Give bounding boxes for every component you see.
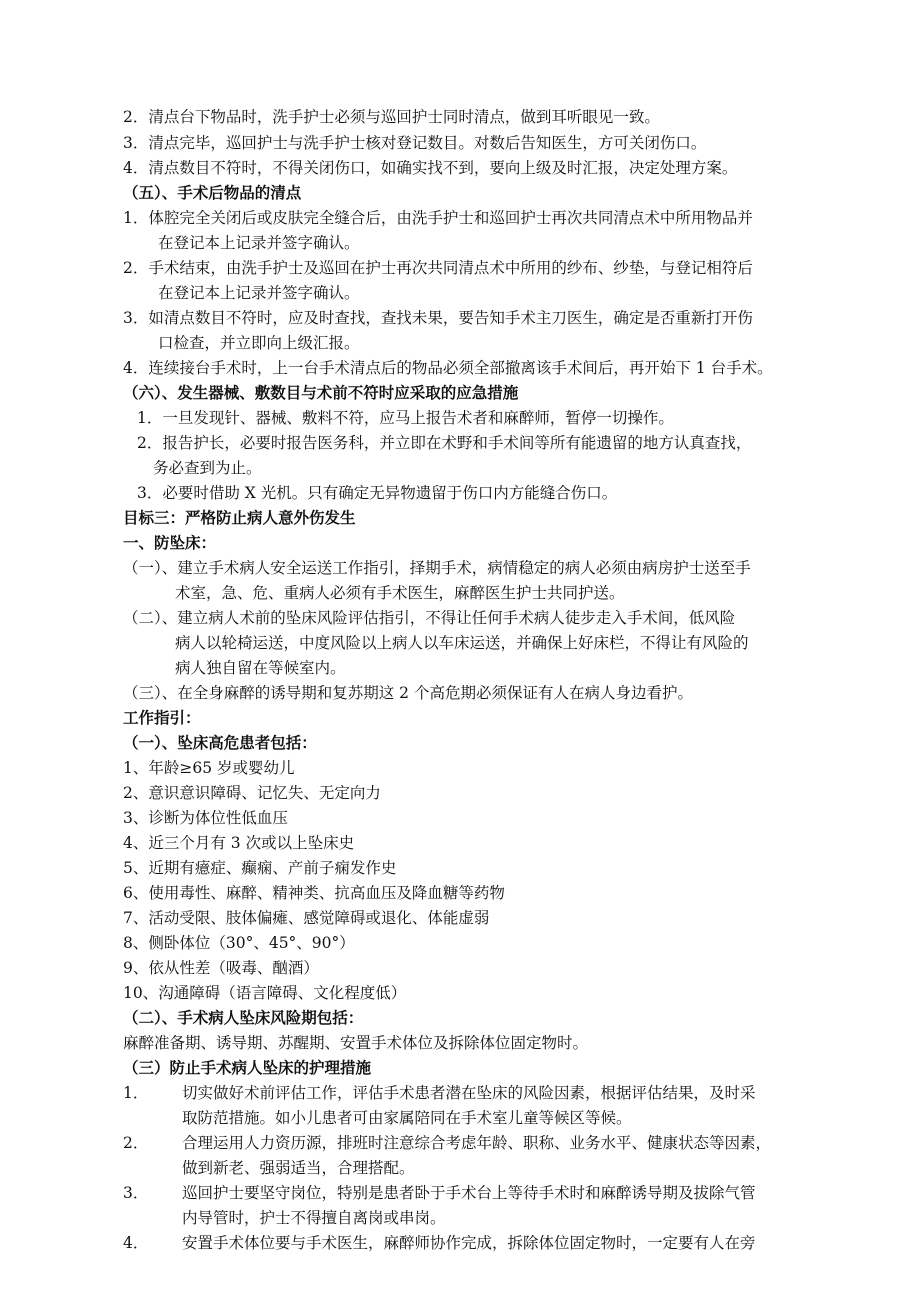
text-line: 6、使用毒性、麻醉、精神类、抗高血压及降血糖等药物 — [123, 884, 505, 902]
text-line: 切实做好术前评估工作，评估手术患者潜在坠床的风险因素，根据评估结果，及时采 — [182, 1084, 756, 1102]
text-line: 安置手术体位要与手术医生，麻醉师协作完成，拆除体位固定物时，一定要有人在旁 — [182, 1234, 756, 1252]
text-line: （三）、在全身麻醉的诱导期和复苏期这 2 个高危期必须保证有人在病人身边看护。 — [123, 684, 693, 702]
section-heading: （一）、坠床高危患者包括： — [123, 733, 317, 752]
text-line: 4．连续接台手术时，上一台手术清点后的物品必须全部撤离该手术间后，再开始下 1 台手术。 — [123, 359, 773, 377]
text-line: 取防范措施。如小儿患者可由家属陪同在手术室儿童等候区等候。 — [182, 1109, 632, 1127]
text-line: 病人独自留在等候室内。 — [175, 659, 346, 677]
text-line: 1．体腔完全关闭后或皮肤完全缝合后，由洗手护士和巡回护士再次共同清点术中所用物品并 — [123, 209, 753, 227]
text-line: 做到新老、强弱适当，合理搭配。 — [182, 1159, 415, 1177]
text-line: 3． — [123, 1184, 149, 1202]
section-heading: （六）、发生器械、敷数目与术前不符时应采取的应急措施 — [123, 383, 519, 402]
section-heading: 目标三：严格防止病人意外伤发生 — [123, 508, 356, 527]
text-line: 10、沟通障碍（语言障碍、文化程度低） — [123, 984, 407, 1002]
text-line: 9、依从性差（吸毒、酗酒） — [123, 959, 319, 977]
text-line: 1．一旦发现针、器械、敷料不符，应马上报告术者和麻醉师，暂停一切操作。 — [137, 409, 674, 427]
section-heading: （五）、手术后物品的清点 — [123, 183, 302, 202]
section-heading: （三）防止手术病人坠床的护理措施 — [123, 1058, 372, 1077]
text-line: 2．报告护长，必要时报告医务科，并立即在术野和手术间等所有能遗留的地方认真查找， — [137, 434, 752, 452]
text-line: （二）、建立病人术前的坠床风险评估指引，不得让任何手术病人徒步走入手术间，低风险 — [123, 609, 736, 627]
text-line: 病人以轮椅运送，中度风险以上病人以车床运送，并确保上好床栏，不得让有风险的 — [175, 634, 749, 652]
text-line: 巡回护士要坚守岗位，特别是患者卧于手术台上等待手术时和麻醉诱导期及拔除气管 — [182, 1184, 756, 1202]
text-line: 3．清点完毕，巡回护士与洗手护士核对登记数目。对数后告知医生，方可关闭伤口。 — [123, 134, 707, 152]
text-line: 2． — [123, 1134, 149, 1152]
text-line: 7、活动受限、肢体偏瘫、感觉障碍或退化、体能虚弱 — [123, 909, 490, 927]
text-line: 3．必要时借助 X 光机。只有确定无异物遗留于伤口内方能缝合伤口。 — [137, 484, 618, 502]
text-line: 4、近三个月有 3 次或以上坠床史 — [123, 834, 355, 852]
section-heading: 一、防坠床： — [123, 533, 217, 552]
text-line: 内导管时，护士不得擅自离岗或串岗。 — [182, 1209, 446, 1227]
text-line: 口检查，并立即向上级汇报。 — [158, 334, 360, 352]
text-line: 3、诊断为体位性低血压 — [123, 809, 288, 827]
section-heading: （二）、手术病人坠床风险期包括： — [123, 1008, 364, 1027]
text-line: 1、年龄≥65 岁或婴幼儿 — [123, 759, 295, 777]
text-line: 4．清点数目不符时，不得关闭伤口，如确实找不到，要向上级及时汇报，决定处理方案。 — [123, 159, 738, 177]
text-line: 1． — [123, 1084, 149, 1102]
text-line: 2、意识意识障碍、记忆失、无定向力 — [123, 784, 381, 802]
text-line: 在登记本上记录并签字确认。 — [158, 284, 360, 302]
text-line: （一）、建立手术病人安全运送工作指引，择期手术，病情稳定的病人必须由病房护士送至手 — [123, 559, 751, 577]
text-line: 2．清点台下物品时，洗手护士必须与巡回护士同时清点，做到耳听眼见一致。 — [123, 108, 660, 126]
text-line: 3．如清点数目不符时，应及时查找，查找未果，要告知手术主刀医生，确定是否重新打开伤 — [123, 309, 753, 327]
section-heading: 工作指引： — [123, 708, 201, 727]
text-line: 4． — [123, 1234, 149, 1252]
text-line: 合理运用人力资历源，排班时注意综合考虑年龄、职称、业务水平、健康状态等因素， — [182, 1134, 772, 1152]
text-line: 2．手术结束，由洗手护士及巡回在护士再次共同清点术中所用的纱布、纱垫，与登记相符后 — [123, 259, 753, 277]
text-line: 5、近期有癔症、癫痫、产前子痫发作史 — [123, 859, 397, 877]
text-line: 在登记本上记录并签字确认。 — [158, 234, 360, 252]
text-line: 术室，急、危、重病人必须有手术医生，麻醉医生护士共同护送。 — [175, 584, 625, 602]
text-line: 务必查到为止。 — [153, 459, 262, 477]
text-line: 麻醉准备期、诱导期、苏醒期、安置手术体位及拆除体位固定物时。 — [123, 1034, 589, 1052]
text-line: 8、侧卧体位（30°、45°、90°） — [123, 934, 355, 952]
